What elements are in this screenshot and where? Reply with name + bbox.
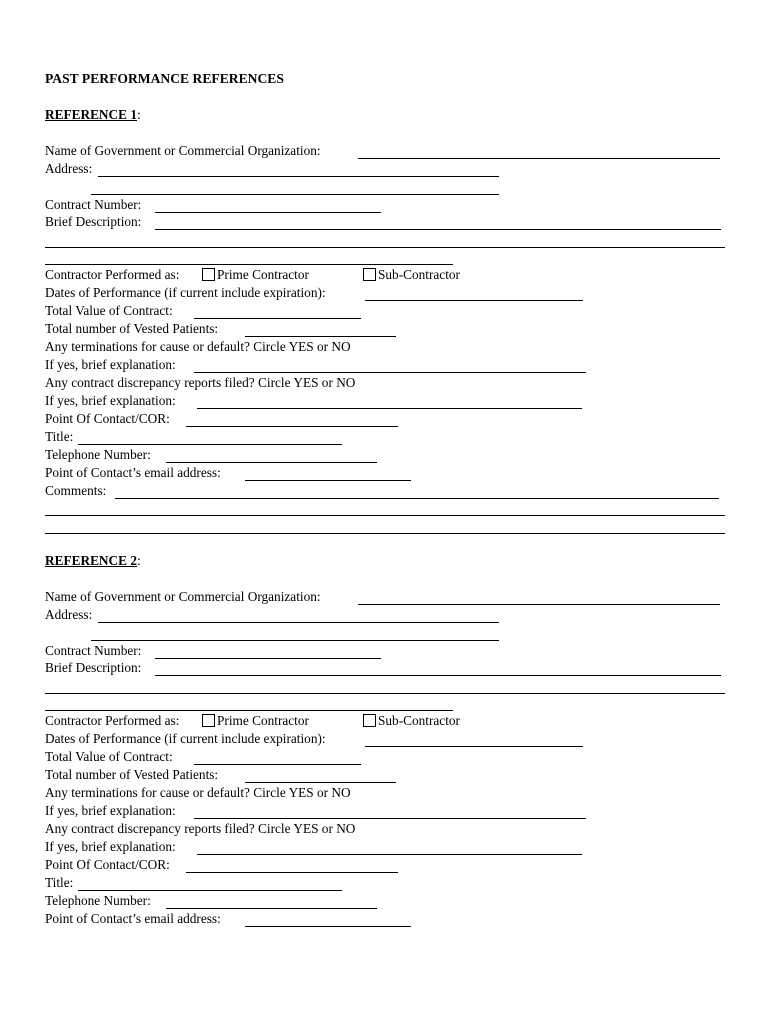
total-value-label: Total Value of Contract: xyxy=(45,303,173,318)
total-value-label: Total Value of Contract: xyxy=(45,749,173,764)
discrepancy-explain-field[interactable] xyxy=(197,408,582,409)
dates-field[interactable] xyxy=(365,746,583,747)
page-title: PAST PERFORMANCE REFERENCES xyxy=(45,71,284,86)
terminations-question: Any terminations for cause or default? Circle YES or NO xyxy=(45,339,351,354)
terminations-explain-field[interactable] xyxy=(194,818,586,819)
org-field[interactable] xyxy=(358,604,720,605)
email-label: Point of Contact’s email address: xyxy=(45,911,221,926)
vested-patients-label: Total number of Vested Patients: xyxy=(45,767,219,782)
address-label: Address: xyxy=(45,161,93,176)
total-value-field[interactable] xyxy=(194,764,361,765)
title-field[interactable] xyxy=(78,890,342,891)
discrepancy-question: Any contract discrepancy reports filed? Circle YES or NO xyxy=(45,375,356,390)
address-field-line-2[interactable] xyxy=(91,640,499,641)
prime-contractor-checkbox[interactable] xyxy=(202,268,215,281)
discrepancy-question: Any contract discrepancy reports filed? Circle YES or NO xyxy=(45,821,356,836)
performed-as-label: Contractor Performed as: xyxy=(45,267,180,282)
org-label: Name of Government or Commercial Organization: xyxy=(45,143,321,158)
comments-field-line-1[interactable] xyxy=(115,498,719,499)
reference-1-heading: REFERENCE 1 xyxy=(45,107,137,122)
reference-2-heading-row xyxy=(45,552,141,570)
contract-number-label: Contract Number: xyxy=(45,197,142,212)
poc-field[interactable] xyxy=(186,872,398,873)
telephone-field[interactable] xyxy=(166,908,377,909)
reference-1-heading-row xyxy=(45,106,141,124)
address-field-line-2[interactable] xyxy=(91,194,499,195)
brief-description-label: Brief Description: xyxy=(45,660,142,675)
brief-description-field-line-2[interactable] xyxy=(45,247,725,248)
email-field[interactable] xyxy=(245,926,411,927)
address-field-line-1[interactable] xyxy=(98,176,499,177)
comments-field-line-3[interactable] xyxy=(45,533,725,534)
brief-description-field-line-3[interactable] xyxy=(45,264,453,265)
prime-contractor-label: Prime Contractor xyxy=(217,713,309,728)
prime-contractor-option[interactable] xyxy=(202,712,309,730)
email-label: Point of Contact’s email address: xyxy=(45,465,221,480)
prime-contractor-label: Prime Contractor xyxy=(217,267,309,282)
brief-description-field-line-3[interactable] xyxy=(45,710,453,711)
address-field-line-1[interactable] xyxy=(98,622,499,623)
poc-field[interactable] xyxy=(186,426,398,427)
terminations-explain-field[interactable] xyxy=(194,372,586,373)
org-label: Name of Government or Commercial Organization: xyxy=(45,589,321,604)
form-page xyxy=(45,0,735,1024)
telephone-label: Telephone Number: xyxy=(45,893,151,908)
sub-contractor-option[interactable] xyxy=(363,712,460,730)
contract-number-field[interactable] xyxy=(155,212,381,213)
poc-label: Point Of Contact/COR: xyxy=(45,411,170,426)
sub-contractor-label: Sub-Contractor xyxy=(378,267,460,282)
org-field[interactable] xyxy=(358,158,720,159)
dates-label: Dates of Performance (if current include expiration): xyxy=(45,285,326,300)
terminations-question: Any terminations for cause or default? Circle YES or NO xyxy=(45,785,351,800)
comments-field-line-2[interactable] xyxy=(45,515,725,516)
prime-contractor-checkbox[interactable] xyxy=(202,714,215,727)
poc-label: Point Of Contact/COR: xyxy=(45,857,170,872)
email-field[interactable] xyxy=(245,480,411,481)
heading-colon: : xyxy=(136,107,141,122)
sub-contractor-checkbox[interactable] xyxy=(363,268,376,281)
prime-contractor-option[interactable] xyxy=(202,266,309,284)
heading-colon: : xyxy=(136,553,141,568)
sub-contractor-option[interactable] xyxy=(363,266,460,284)
discrepancy-explain-label: If yes, brief explanation: xyxy=(45,839,176,854)
address-label: Address: xyxy=(45,607,93,622)
terminations-explain-label: If yes, brief explanation: xyxy=(45,357,176,372)
title-field[interactable] xyxy=(78,444,342,445)
terminations-explain-label: If yes, brief explanation: xyxy=(45,803,176,818)
performed-as-row xyxy=(45,712,179,730)
telephone-label: Telephone Number: xyxy=(45,447,151,462)
brief-description-label: Brief Description: xyxy=(45,214,142,229)
sub-contractor-label: Sub-Contractor xyxy=(378,713,460,728)
contract-number-field[interactable] xyxy=(155,658,381,659)
performed-as-row xyxy=(45,266,179,284)
title-label: Title: xyxy=(45,429,74,444)
discrepancy-explain-field[interactable] xyxy=(197,854,582,855)
sub-contractor-checkbox[interactable] xyxy=(363,714,376,727)
brief-description-field-line-1[interactable] xyxy=(155,229,721,230)
telephone-field[interactable] xyxy=(166,462,377,463)
discrepancy-explain-label: If yes, brief explanation: xyxy=(45,393,176,408)
performed-as-label: Contractor Performed as: xyxy=(45,713,180,728)
brief-description-field-line-2[interactable] xyxy=(45,693,725,694)
dates-field[interactable] xyxy=(365,300,583,301)
vested-patients-field[interactable] xyxy=(245,336,396,337)
reference-2-heading: REFERENCE 2 xyxy=(45,553,137,568)
comments-label: Comments: xyxy=(45,483,107,498)
title-label: Title: xyxy=(45,875,74,890)
brief-description-field-line-1[interactable] xyxy=(155,675,721,676)
total-value-field[interactable] xyxy=(194,318,361,319)
vested-patients-field[interactable] xyxy=(245,782,396,783)
vested-patients-label: Total number of Vested Patients: xyxy=(45,321,219,336)
contract-number-label: Contract Number: xyxy=(45,643,142,658)
dates-label: Dates of Performance (if current include expiration): xyxy=(45,731,326,746)
